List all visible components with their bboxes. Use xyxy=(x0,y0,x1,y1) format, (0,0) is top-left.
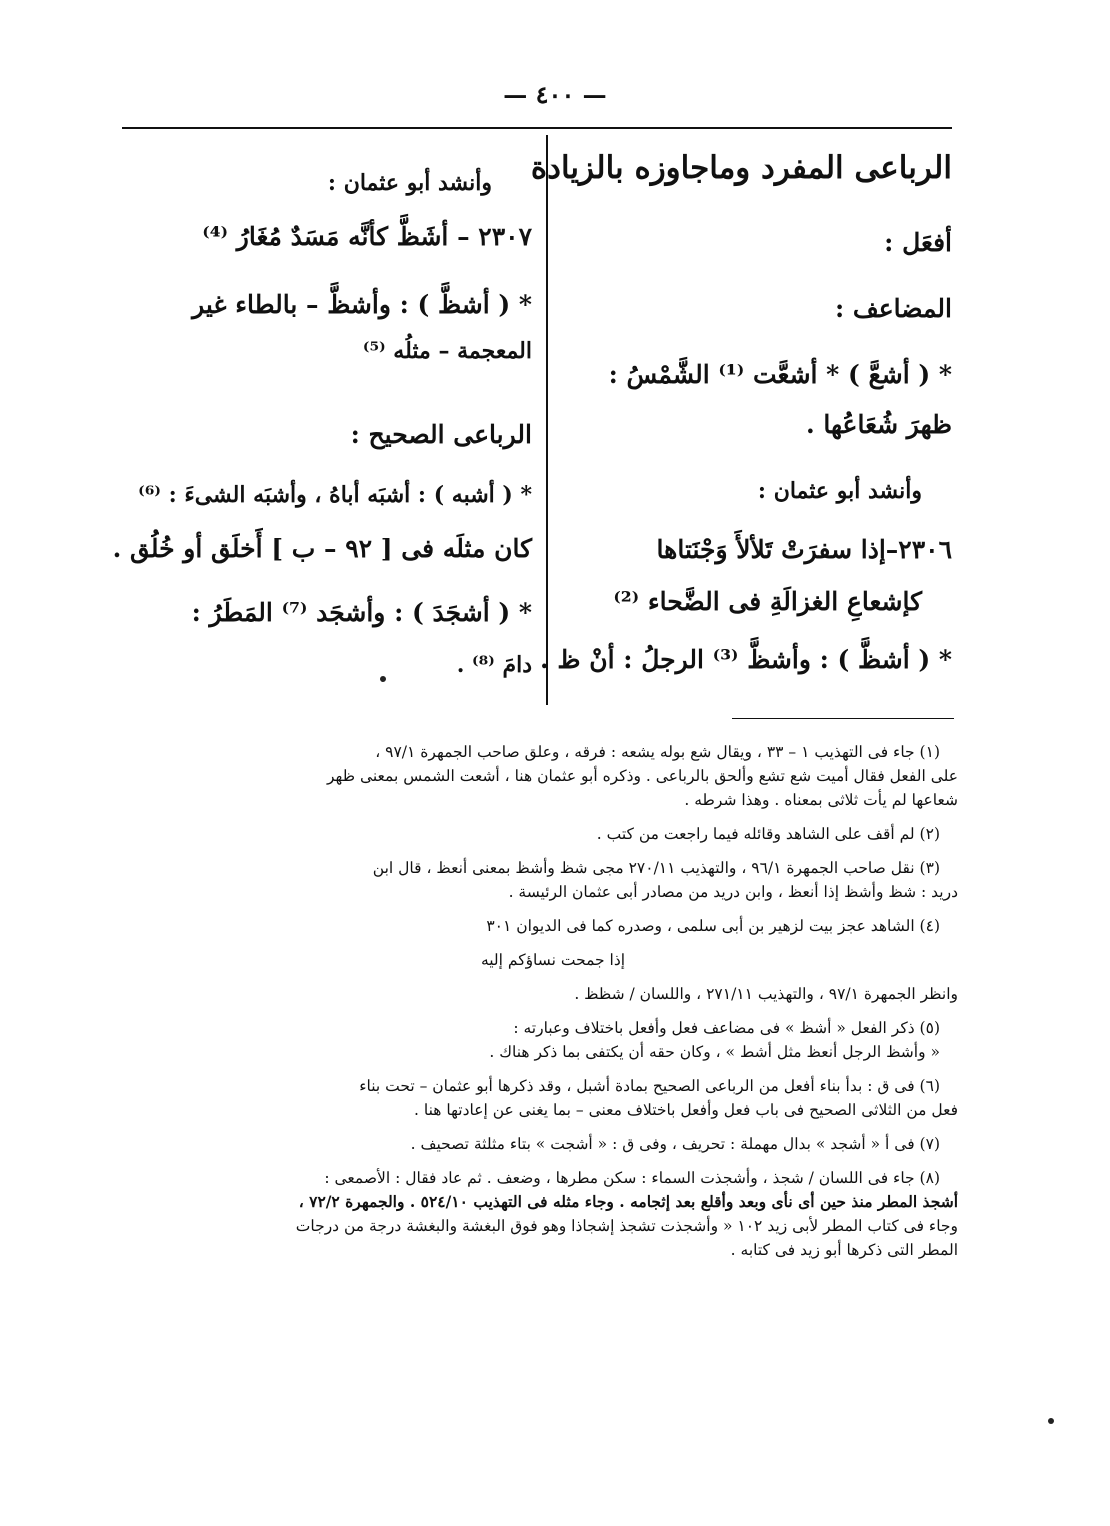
footnote-line: على الفعل فقال أميت شع تشع وألحق بالرباعى . وذكره أبو عثمان هنا ، أشعت الشمس بمعنى ظهر xyxy=(327,767,958,785)
footnote-4 xyxy=(148,914,958,1006)
footnote-line: (٣) نقل صاحب الجمهرة ٩٦/١ ، والتهذيب ٢٧٠/١١ مجى شظ وأشظ بمعنى أنعظ ، قال ابن xyxy=(372,859,940,877)
entry-ashjada: * ( أشجَدَ ) : وأشجَد ⁽⁷⁾ المَطَرُ : xyxy=(191,598,532,627)
footnote-7 xyxy=(148,1132,958,1156)
footnote-line: « وأشظ الرجل أنعظ مثل أشط » ، وكان حقه أن يكتفى بما ذكر هناك . xyxy=(489,1043,940,1061)
footnote-6 xyxy=(148,1074,958,1122)
footnote-3 xyxy=(148,856,958,904)
footnote-line: (٧) فى أ « أشجد » بدال مهملة : تحريف ، وفى ق : « أشجت » بتاء مثلثة تصحيف . xyxy=(410,1135,940,1153)
footnote-1 xyxy=(148,740,958,812)
footnotes xyxy=(148,740,958,1272)
verse-2306-first: ٢٣٠٦–إذا سفرَتْ تَلألأَ وَجْنَتاها xyxy=(656,535,952,564)
page-number: — ٤٠٠ — xyxy=(503,80,607,109)
entry-ashatta-cont: المعجمة – مثلُه ⁽⁵⁾ xyxy=(362,338,532,364)
entry-ashbaha: * ( أشبه ) : أشبَه أباهُ ، وأشبَه الشىءَ : ⁽⁶⁾ xyxy=(138,482,532,508)
section-heading: الرباعى المفرد وماجاوزه بالزيادة xyxy=(530,150,952,186)
footnote-8 xyxy=(148,1166,958,1262)
footnote-rule xyxy=(732,718,954,719)
entry-ashaa-definition: ظهرَ شُعَاعُها . xyxy=(805,410,952,439)
footnote-verse: إذا جمحت نساؤكم إليه xyxy=(480,951,626,969)
footnote-2 xyxy=(148,822,958,846)
subheading-mudaaf: المضاعف : xyxy=(834,294,952,323)
citation-abu-othman-2: وأنشد أبو عثمان : xyxy=(327,170,492,196)
footnote-line: شعاعها لم يأت ثلاثى بمعناه . وهذا شرطه . xyxy=(684,791,958,809)
footnote-line: وجاء فى كتاب المطر لأبى زيد ١٠٢ « وأشجذت تشجذ إشجاذا وهو فوق البغشة والبغشة درجة من درجات xyxy=(295,1217,958,1235)
verse-2307: ٢٣٠٧ – أشَظَّ كأنَّه مَسَدٌ مُغَارُ ⁽⁴⁾ xyxy=(202,222,532,251)
footnote-line: دريد : شظ وأشظ إذا أنعظ ، وابن دريد من مصادر أبى عثمان الرئيسة . xyxy=(508,883,958,901)
verse-2306-second: كإشعاعِ الغزالَةِ فى الضَّحاء ⁽²⁾ xyxy=(613,587,922,616)
entry-ashjada-cont: دامَ ⁽⁸⁾ . xyxy=(456,652,532,678)
ink-dot xyxy=(380,676,386,682)
footnote-line: (٤) الشاهد عجز بيت لزهير بن أبى سلمى ، وصدره كما فى الديوان ٣٠١ xyxy=(486,917,940,935)
subheading-afal: أفعَل : xyxy=(884,228,952,257)
footnote-5 xyxy=(148,1016,958,1064)
footnote-line: (٢) لم أقف على الشاهد وقائله فيما راجعت من كتب . xyxy=(596,825,940,843)
entry-ashbaha-cont: كان مثلَه فى [ ٩٢ – ب ] أَخلَق أو خُلُق . xyxy=(112,534,532,563)
subheading-sahih: الرباعى الصحيح : xyxy=(350,420,532,449)
entry-ashaa: * ( أشعَّ ) * أشعَّت ⁽¹⁾ الشَّمْسُ : xyxy=(608,360,952,389)
ink-dot xyxy=(1048,1418,1054,1424)
header-rule xyxy=(122,127,952,129)
entry-ashazza: * ( أشظَّ ) : وأشظَّ ⁽³⁾ الرجلُ : أنْ ظ . xyxy=(540,645,952,674)
footnote-line: فعل من الثلاثى الصحيح فى باب فعل وأفعل باختلاف معنى – بما يغنى عن إعادتها هنا . xyxy=(414,1101,958,1119)
footnote-line: المطر التى ذكرها أبو زيد فى كتابه . xyxy=(730,1241,958,1259)
footnote-line: (٦) فى ق : بدأ بناء أفعل من الرباعى الصحيح بمادة أشبل ، وقد ذكرها أبو عثمان – تحت بناء xyxy=(359,1077,940,1095)
column-divider xyxy=(546,135,548,705)
citation-abu-othman: وأنشد أبو عثمان : xyxy=(757,478,922,504)
footnote-line: (٨) جاء فى اللسان / شجذ ، وأشجذت السماء : سكن مطرها ، وضعف . ثم عاد فقال : الأصمعى : xyxy=(324,1169,940,1187)
footnote-line: وانظر الجمهرة ٩٧/١ ، والتهذيب ٢٧١/١١ ، واللسان / شظظ . xyxy=(574,985,958,1003)
footnote-line: (٥) ذكر الفعل « أشظ » فى مضاعف فعل وأفعل باختلاف وعبارته : xyxy=(513,1019,940,1037)
footnote-line: (١) جاء فى التهذيب ١ – ٣٣ ، ويقال شع بوله يشعه : فرقه ، وعلق صاحب الجمهرة ٩٧/١ ، xyxy=(375,743,940,761)
entry-ashatta: * ( أشظَّ ) : وأشظَّ – بالطاء غير xyxy=(192,290,532,319)
footnote-line: أشجذ المطر منذ حين أى نأى وبعد وأقلع بعد إثجامه . وجاء مثله فى التهذيب ٥٢٤/١٠ . والجمهرة ٧٢/٢ ، xyxy=(298,1192,958,1211)
